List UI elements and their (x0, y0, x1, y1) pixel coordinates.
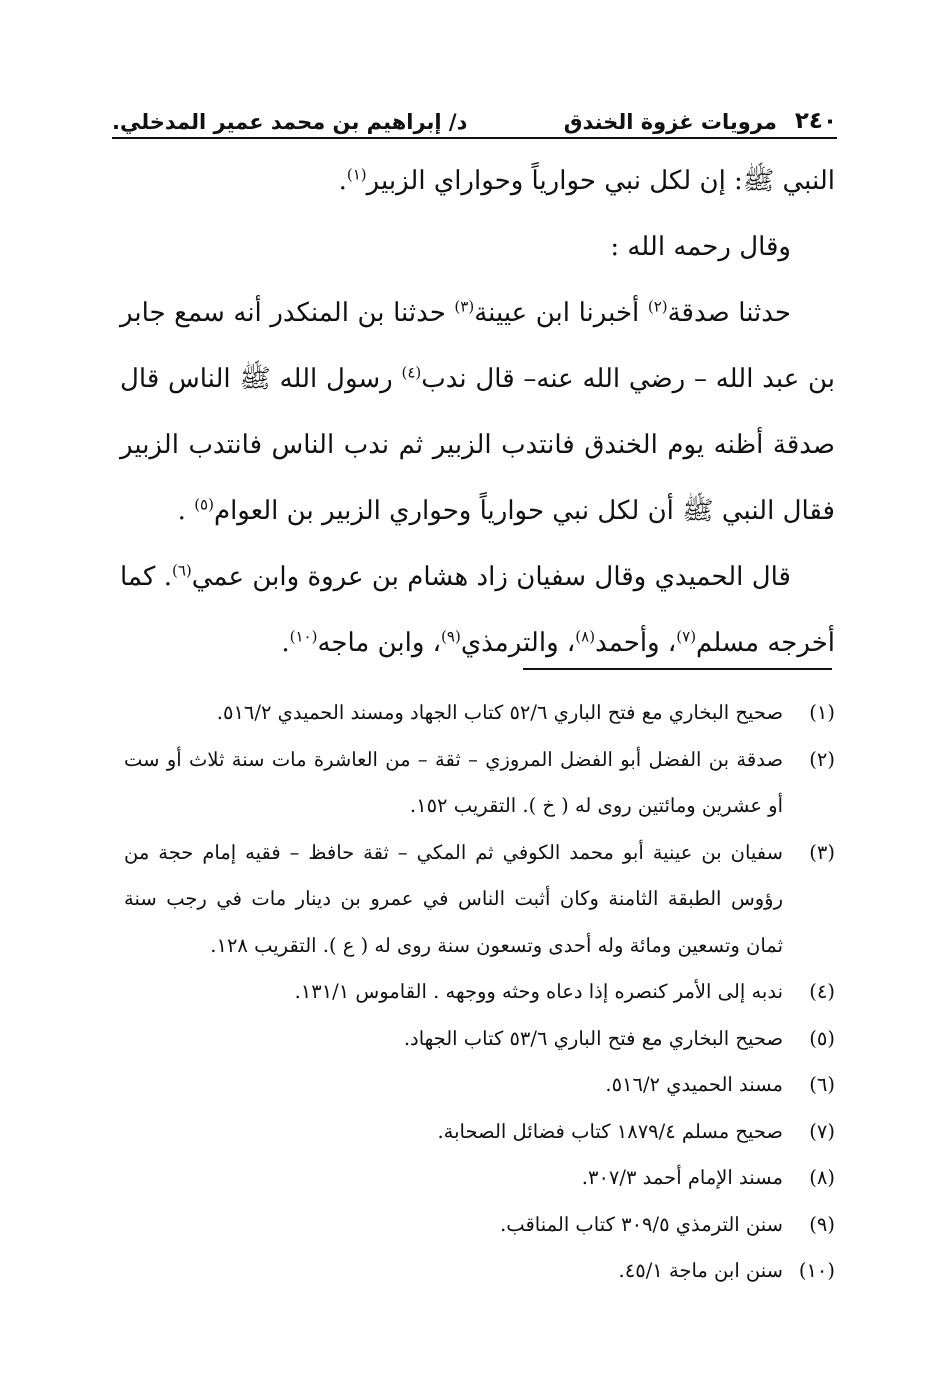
paragraph-1 (120, 148, 835, 214)
footnote-3 (124, 830, 835, 970)
footnote-ref: (٩) (441, 627, 461, 646)
main-text (120, 148, 835, 676)
footnote-number: (٤) (809, 980, 835, 1003)
footnote-8 (124, 1155, 835, 1202)
paragraph-text: رسول الله ﷺ الناس قال صدقة أظنه يوم الخندق فانتدب الزبير ثم ندب الناس فانتدب الزبير فقال النبي ﷺ أن لكل نبي حوارياً وحواري الزبير بن العوام (120, 364, 835, 526)
footnote-ref: (٨) (575, 627, 596, 646)
footnote-text: مسند الإمام أحمد ٣٠٧/٣. (581, 1166, 783, 1189)
header-rule (112, 137, 837, 139)
paragraph-2: وقال رحمه الله : (610, 232, 791, 262)
paragraph-text: حدثنا صدقة (667, 298, 791, 328)
paragraph-text: ، وابن ماجه (317, 628, 442, 658)
paragraph-text: . (338, 166, 347, 196)
footnote-number: (١) (809, 701, 835, 724)
footnote-1 (124, 690, 835, 737)
running-header (112, 100, 837, 134)
paragraph-4 (120, 544, 835, 676)
footnote-separator (523, 668, 832, 670)
paragraph-text: . كما أخرجه مسلم (120, 562, 835, 658)
paragraph-text: ، والترمذي (460, 628, 576, 658)
paragraph-3 (120, 280, 835, 544)
footnote-text: صدقة بن الفضل أبو الفضل المروزي – ثقة – من العاشرة مات سنة ثلاث أو ست أو عشرين ومائتين روى له ( خ ). التقريب ١٥٢. (124, 747, 783, 817)
paragraph-text: . (281, 628, 290, 658)
footnote-5 (124, 1016, 835, 1063)
footnote-10 (124, 1248, 835, 1295)
footnote-number: (٥) (809, 1026, 835, 1050)
footnote-number: (٢) (809, 747, 835, 771)
author-name: د/ إبراهيم بن محمد عمير المدخلي. (112, 110, 468, 134)
footnote-text: ندبه إلى الأمر كنصره إذا دعاه وحثه ووجهه . القاموس ١٣١/١. (294, 980, 783, 1003)
footnote-ref: (٧) (676, 627, 697, 646)
book-title: مرويات غزوة الخندق (563, 110, 777, 134)
footnote-ref: (٦) (171, 561, 192, 580)
footnote-text: سفيان بن عينية أبو محمد الكوفي ثم المكي – ثقة حافظ – فقيه إمام حجة من رؤوس الطبقة الثامنة وكان أثبت الناس في عمرو بن دينار مات في رجب سنة ثمان وتسعين ومائة وله أحدى وتسعون سنة روى له ( ع ). التقريب ١٢٨. (124, 840, 783, 957)
footnote-number: (٧) (809, 1119, 835, 1143)
footnote-number: (١٠) (798, 1259, 835, 1282)
footnote-ref: (٢) (647, 297, 668, 316)
paragraph-text: النبي ﷺ: إن لكل نبي حوارياً وحواراي الزبير (366, 166, 835, 196)
paragraph-text: . (177, 496, 195, 526)
header-title-group (564, 108, 837, 134)
paragraph-text: قال الحميدي وقال سفيان زاد هشام بن عروة وابن عمي (191, 562, 791, 592)
footnote-ref: (١٠) (289, 627, 318, 646)
footnote-number: (٩) (809, 1212, 835, 1236)
paragraph-text: أخبرنا ابن عيينة (474, 298, 648, 328)
footnote-9 (124, 1202, 835, 1249)
footnote-7 (124, 1109, 835, 1156)
footnote-text: صحيح البخاري مع فتح الباري ٥٣/٦ كتاب الجهاد. (403, 1026, 783, 1050)
paragraph-text: ، وأحمد (595, 628, 677, 658)
footnote-number: (٨) (809, 1166, 835, 1189)
footnote-number: (٦) (809, 1073, 835, 1096)
footnote-ref: (٥) (194, 495, 214, 514)
paragraph-text: حدثنا بن المنكدر أنه سمع جابر بن عبد الله – رضي الله عنه– قال ندب (120, 298, 835, 394)
footnotes (124, 690, 835, 1295)
footnote-4 (124, 969, 835, 1016)
footnote-text: صحيح البخاري مع فتح الباري ٥٢/٦ كتاب الجهاد ومسند الحميدي ٥١٦/٢. (216, 701, 783, 724)
footnote-number: (٣) (809, 840, 835, 864)
footnote-text: مسند الحميدي ٥١٦/٢. (605, 1073, 783, 1096)
footnote-text: سنن ابن ماجة ٤٥/١. (618, 1259, 783, 1282)
footnote-text: سنن الترمذي ٣٠٩/٥ كتاب المناقب. (500, 1212, 783, 1236)
footnote-6 (124, 1062, 835, 1109)
footnote-ref: (١) (346, 165, 367, 184)
footnote-ref: (٤) (401, 363, 422, 382)
page-number: ٢٤٠ (794, 108, 837, 134)
footnote-ref: (٣) (454, 297, 475, 316)
footnote-text: صحيح مسلم ١٨٧٩/٤ كتاب فضائل الصحابة. (437, 1119, 783, 1143)
footnote-2 (124, 737, 835, 830)
